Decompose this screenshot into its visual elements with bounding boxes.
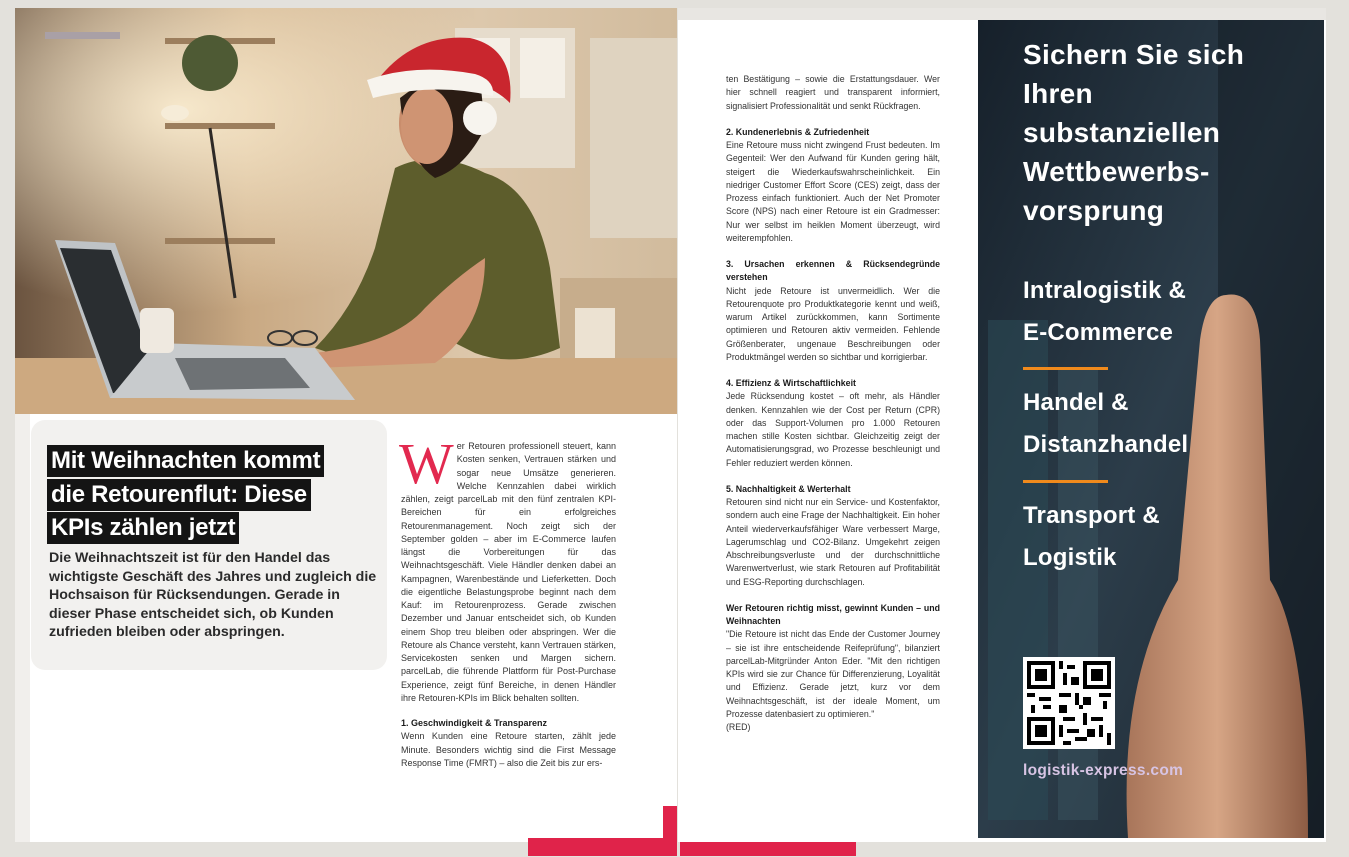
continued-text: ten Bestätigung – sowie die Erstattungsdauer. Wer hier schnell reagiert und transparent informiert, signalisiert Professionalität und senkt Rückfragen.	[726, 74, 940, 111]
section-1-heading: 1. Geschwindigkeit & Transparenz	[401, 718, 548, 728]
section-3-text: Nicht jede Retoure ist unvermeidlich. Wer die Retourenquote pro Produktkategorie kennt und weiß, warum Artikel zurückkommen, kann Sortimente optimieren und Retouren aktiv vermeiden. Fehlende Größenberater, ungenaue Beschreibungen oder Produktmängel werden so sichtbar und korrigierbar.	[726, 285, 940, 362]
byline: (RED)	[726, 722, 751, 732]
ad-headline: Sichern Sie sich Ihren substanziellen Wettbewerbs-vorsprung	[1023, 39, 1245, 226]
ad-item-line: E-Commerce	[1023, 319, 1174, 346]
closing-heading: Wer Retouren richtig misst, gewinnt Kunden – und Weihnachten	[726, 602, 940, 626]
orange-divider	[1023, 367, 1108, 370]
drop-cap: W	[399, 431, 454, 496]
section-4-heading: 4. Effizienz & Wirtschaftlichkeit	[726, 378, 856, 388]
headline-line-1: Mit Weihnachten kommt	[47, 445, 324, 477]
ad-item-line: Transport &	[1023, 502, 1160, 529]
closing-text: "Die Retoure ist nicht das Ende der Customer Journey – sie ist ihre entscheidende Reifeprüfung", bilanziert parcelLab-Mitgründer Anton Eder. "Mit den richtigen KPIs wird sie zur Chance für Differenzierung, Loyalität und Effizienz. Gerade jetzt, kurz vor dem Weihnachtsgeschäft, ist der ideale Moment, um Prozesse datenbasiert zu optimieren."	[726, 629, 940, 719]
pink-bar-left	[528, 838, 676, 856]
orange-divider	[1023, 480, 1108, 483]
section-4-text: Jede Rücksendung kostet – oft mehr, als Händler denken. Kennzahlen wie der Cost per Return (CPR) oder das Support-Volumen pro 1.000 Retouren machen stille Kosten sichtbar. Gleichzeitig zeigt der Automatisierungsgrad, wo Prozesse beschleunigt und Fehler reduziert werden können.	[726, 391, 940, 468]
section-5-heading: 5. Nachhaltigkeit & Werterhalt	[726, 483, 851, 494]
section-2-text: Eine Retoure muss nicht zwingend Frust bedeuten. Im Gegenteil: Wer den Aufwand für Kunden gering hält, steigert die Wiederkaufswahrscheinlichkeit. Ein niedriger Customer Effort Score (CES) zeigt, dass der Prozess einfach funktioniert. Auch der Net Promoter Score (NPS) nach einer Retoure ist ein Gradmesser: Nur wer selbst im heiklen Moment überzeugt, wird weiterempfohlen.	[726, 140, 940, 243]
woman-with-santa-hat-laptop-image	[15, 8, 677, 414]
ad-item-line: Handel &	[1023, 389, 1129, 416]
qr-code-pattern	[1023, 657, 1115, 749]
article-column-2	[726, 73, 940, 734]
article-column-1	[399, 431, 616, 770]
section-1-text: Wenn Kunden eine Retoure starten, zählt jede Minute. Besonders wichtig sind die First Message Response Time (FMRT) – also die Zeit bis zur ers-	[401, 731, 616, 768]
headline-line-2: die Retourenflut: Diese	[47, 479, 311, 511]
ad-item-handel[interactable]	[1023, 382, 1283, 466]
ad-url-link[interactable]: logistik-express.com	[1023, 762, 1184, 779]
pink-bar-left-vertical	[663, 806, 677, 856]
right-page-top-margin	[678, 8, 1326, 20]
ad-item-line: Intralogistik &	[1023, 277, 1187, 304]
article-photo	[15, 8, 677, 414]
section-5-text: Retouren sind nicht nur ein Service- und Kostenfaktor, sondern auch eine Frage der Nachhaltigkeit. Ein hoher Anteil wiederverkaufsfähiger Ware verbessert Marge, Lagerumschlag und CO2-Bilanz. Umgekehrt zeigen Abschreibungsverluste und der durchschnittliche Warenwertverlust, wie stark Retouren auf Profitabilität und ESG-Reporting durchschlagen.	[726, 497, 940, 587]
qr-code-icon[interactable]	[1023, 657, 1115, 749]
lead-paragraph: Die Weihnachtszeit ist für den Handel das wichtigste Geschäft des Jahres und zugleich die Hochsaison für Rücksendungen. Gerade in dieser Phase entscheidet sich, ob Kunden zufrieden bleiben oder abspringen.	[49, 550, 377, 641]
headline-line-3: KPIs zählen jetzt	[47, 512, 239, 544]
section-3-heading: 3. Ursachen erkennen & Rücksendegründe verstehen	[726, 259, 940, 283]
intro-text: er Retouren professionell steuert, kann Kosten senken, Vertrauen stärken und sogar neue Umsätze generieren. Welche Kennzahlen dabei wirklich zählen, zeigt parcelLab mit den fünf zentralen KPI-Bereichen für ein erfolgreiches Retourenmanagement. Noch zeigt sich der September golden – aber im E-Commerce laufen längst die Vorbereitungen für das Weihnachtsgeschäft. Viele Händler denken dabei an Kampagnen, Warenbestände und Lieferketten. Doch die eigentliche Belastungsprobe beginnt nach dem Kauf: im Retourenprozess. Gerade zwischen Dezember und Januar entscheidet sich, ob Kunden einem Shop treu bleiben oder abspringen. Wer die Retoure als Chance versteht, kann Vertrauen stärken, Servicekosten senken und Margen sichern. parcelLab, die führende Plattform für Post-Purchase Experience, zeigt fünf Bereiche, in denen Händler ihre Retouren-KPIs im Blick behalten sollten.	[401, 441, 616, 703]
ad-item-intralogistik[interactable]	[1023, 270, 1283, 354]
section-2-heading: 2. Kundenerlebnis & Zufriedenheit	[726, 126, 870, 137]
ad-item-transport[interactable]	[1023, 495, 1283, 579]
ad-item-line: Distanzhandel	[1023, 431, 1189, 458]
ad-item-line: Logistik	[1023, 544, 1117, 571]
decorative-bar	[45, 32, 120, 39]
